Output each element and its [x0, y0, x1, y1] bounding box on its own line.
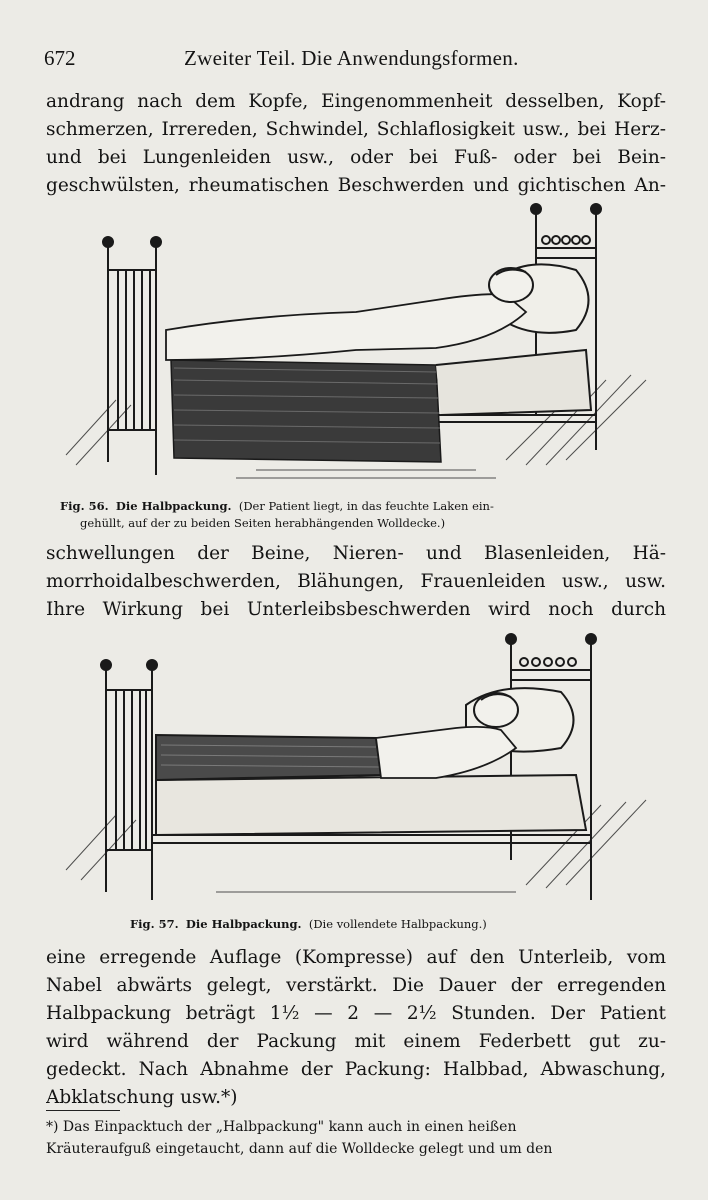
- footnote-rule: [46, 1110, 120, 1111]
- text-line: Ihre Wirkung bei Unterleibsbeschwerden wird noch durch: [46, 599, 666, 620]
- footnote-line: *) Das Einpacktuch der „Halbpackung" kann auch in einen heißen: [46, 1119, 517, 1135]
- figure-56-illustration: [56, 200, 656, 495]
- footboard: [101, 660, 157, 900]
- text-line: eine erregende Auflage (Kompresse) auf den Unterleib, vom: [46, 947, 666, 968]
- headboard: [506, 634, 596, 900]
- text-line: und bei Lungenleiden usw., oder bei Fuß- oder bei Bein-: [46, 147, 666, 168]
- figure-57-description: (Die vollendete Halbpackung.): [308, 917, 487, 931]
- footboard: [103, 237, 161, 475]
- text-line: morrhoidalbeschwerden, Blähungen, Frauenleiden usw., usw.: [46, 571, 666, 592]
- figure-56-title: Die Halbpackung.: [115, 499, 232, 513]
- figure-57-caption: [130, 916, 668, 933]
- text-line: andrang nach dem Kopfe, Eingenommenheit desselben, Kopf-: [46, 91, 666, 112]
- figure-56-label: Fig. 56.: [60, 499, 109, 513]
- paragraph-2: [46, 540, 666, 624]
- figure-56-caption: [60, 498, 668, 532]
- text-line: wird während der Packung mit einem Federbett gut zu-: [46, 1031, 666, 1052]
- patient: [376, 727, 516, 778]
- bed-sheet: [436, 350, 591, 415]
- text-line: geschwülsten, rheumatischen Beschwerden und gichtischen An-: [46, 175, 666, 196]
- footnote: [46, 1116, 666, 1160]
- text-line: Halbpackung beträgt 1½ — 2 — 2½ Stunden. Der Patient: [46, 1003, 666, 1024]
- text-line: gedeckt. Nach Abnahme der Packung: Halbbad, Abwaschung,: [46, 1059, 666, 1080]
- text-line: Nabel abwärts gelegt, verstärkt. Die Dauer der erregenden: [46, 975, 666, 996]
- figure-56-description-cont: gehüllt, auf der zu beiden Seiten herabhängenden Wolldecke.): [80, 516, 446, 530]
- running-head: Zweiter Teil. Die Anwendungsformen.: [184, 46, 519, 70]
- paragraph-1: [46, 88, 666, 200]
- patient: [166, 294, 526, 360]
- text-line: Abklatschung usw.*): [46, 1087, 238, 1108]
- page-header: [44, 42, 664, 72]
- paragraph-3: [46, 944, 666, 1112]
- footnote-line: Kräuteraufguß eingetaucht, dann auf die Wolldecke gelegt und um den: [46, 1141, 553, 1157]
- figure-57-title: Die Halbpackung.: [185, 917, 302, 931]
- page-number: 672: [44, 46, 76, 70]
- figure-57-label: Fig. 57.: [130, 917, 179, 931]
- figure-56-description: (Der Patient liegt, in das feuchte Laken ein-: [238, 499, 494, 513]
- bed-sheet: [156, 775, 586, 835]
- text-line: schwellungen der Beine, Nieren- und Blasenleiden, Hä-: [46, 543, 666, 564]
- figure-57-illustration: [56, 630, 656, 910]
- patient-wrapped-legs: [156, 735, 381, 780]
- text-line: schmerzen, Irrereden, Schwindel, Schlaflosigkeit usw., bei Herz-: [46, 119, 666, 140]
